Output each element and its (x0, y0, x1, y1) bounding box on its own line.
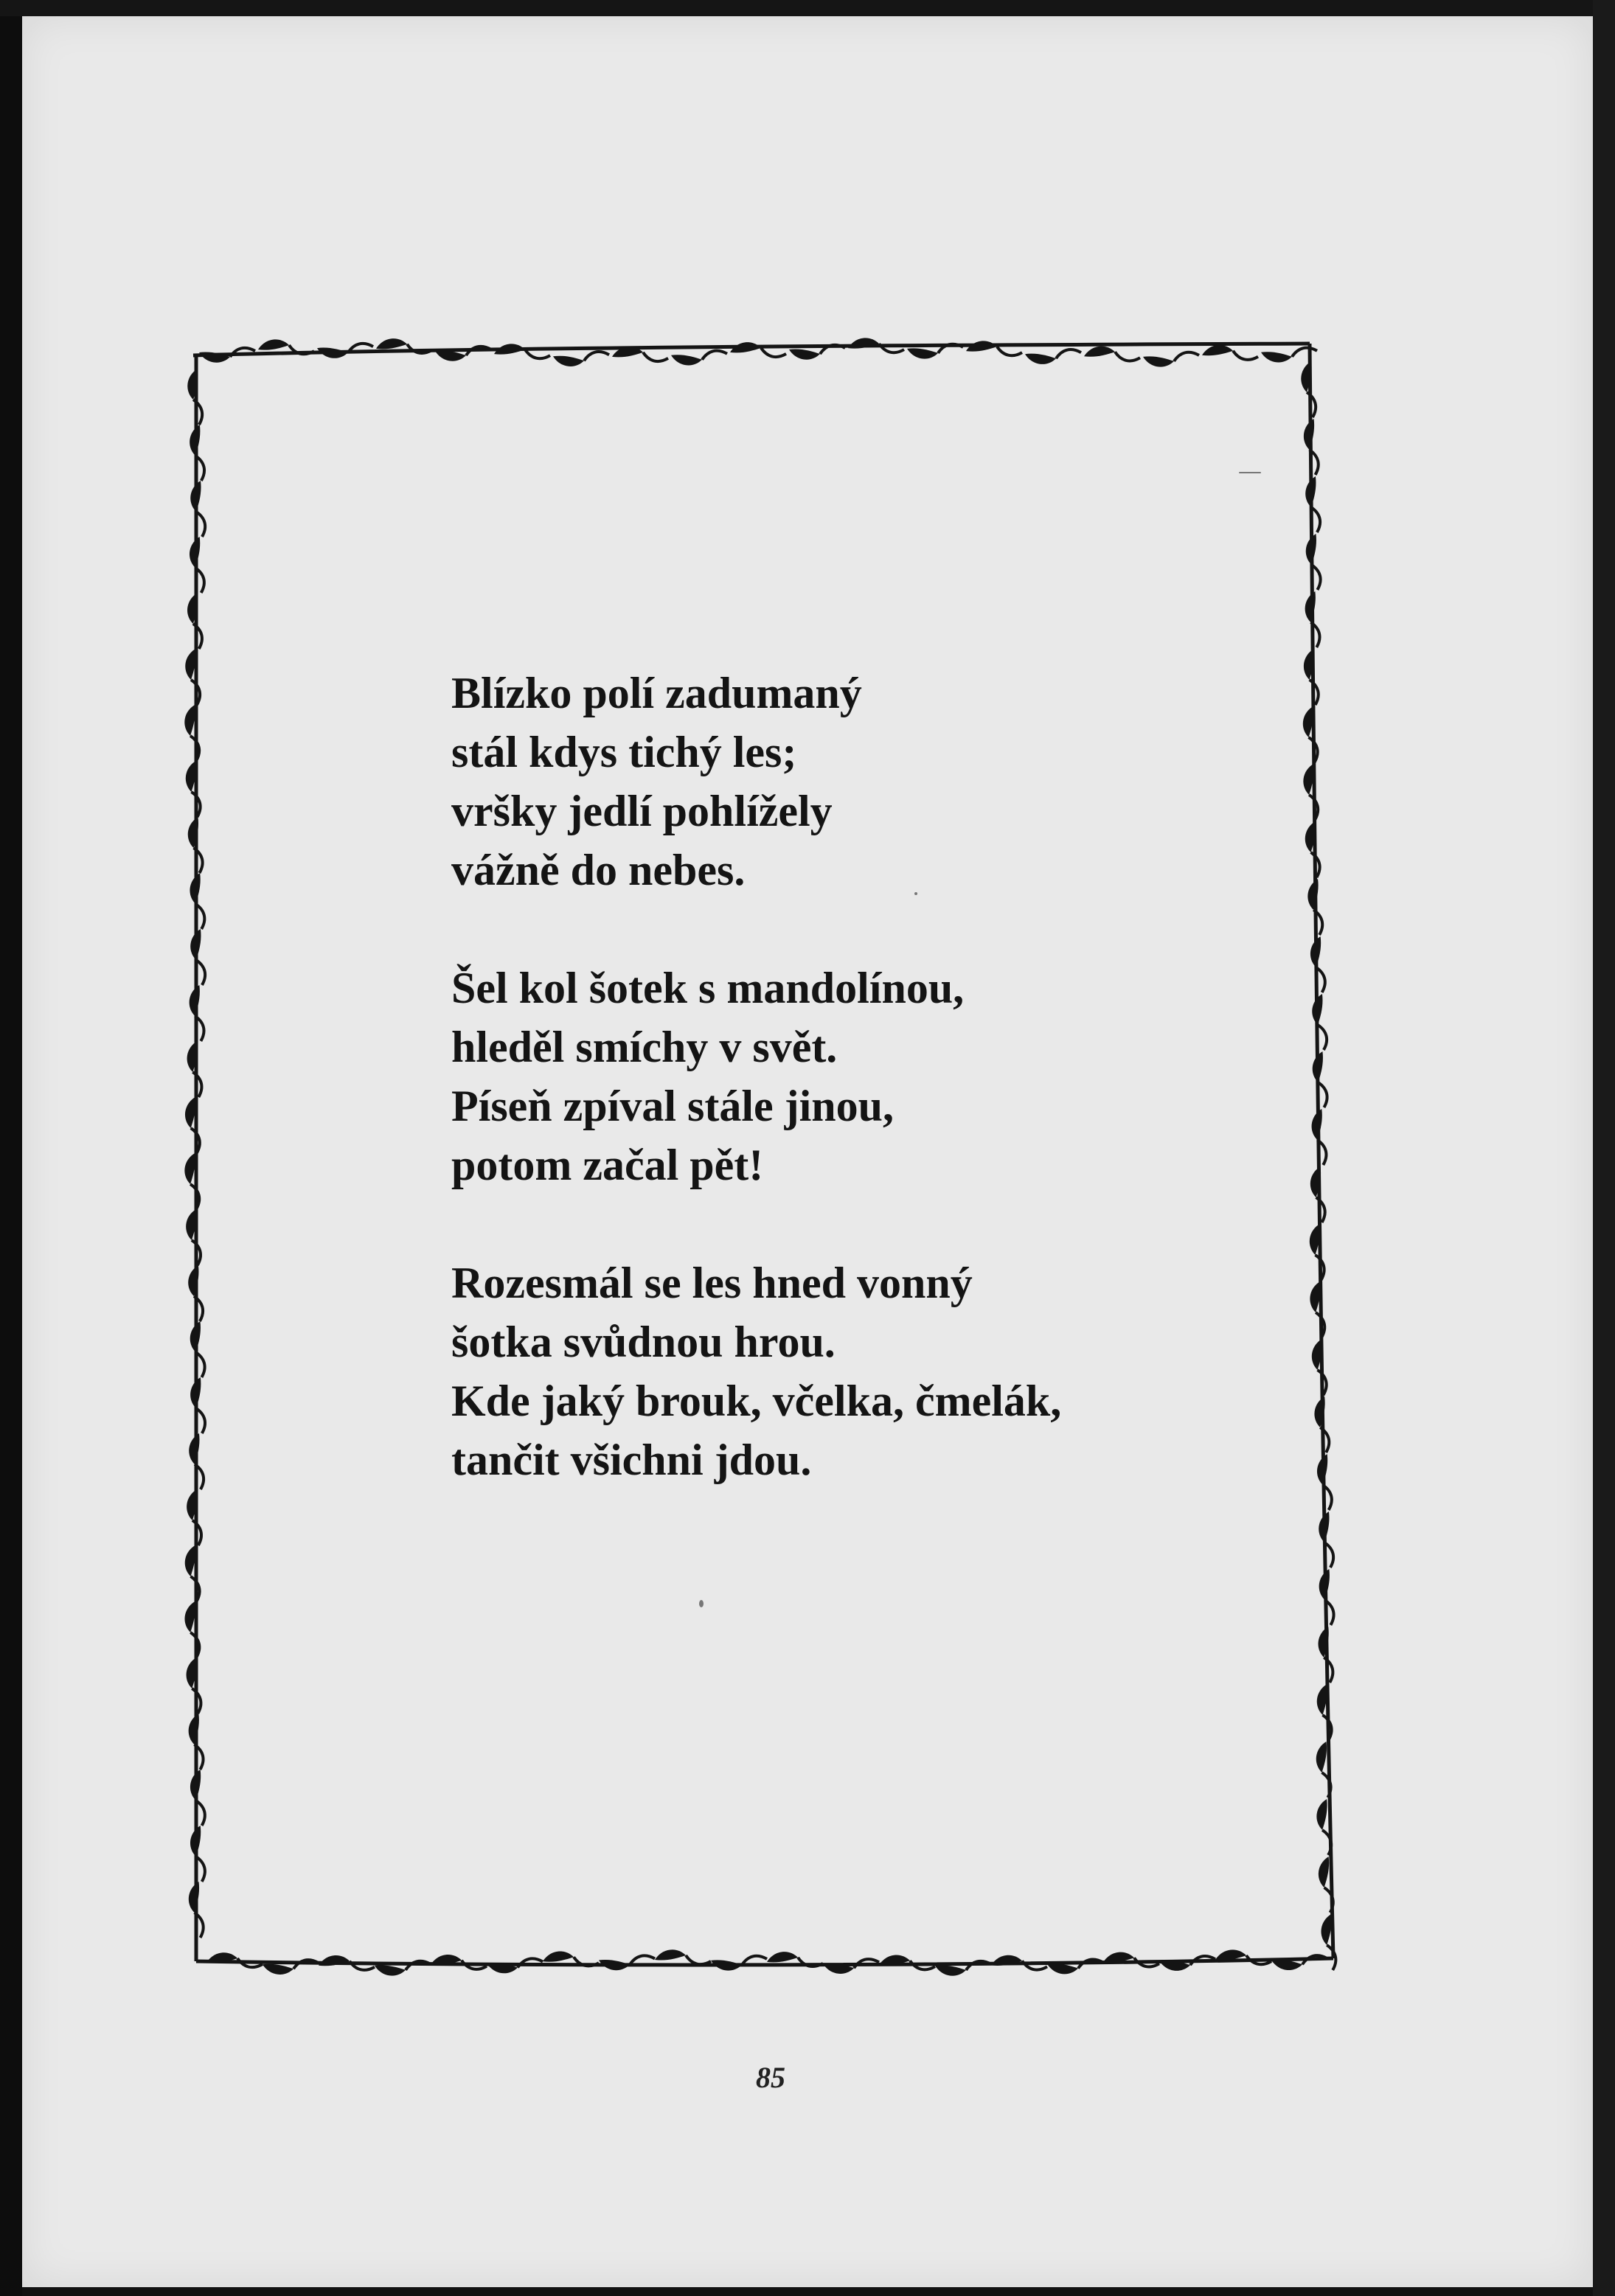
vine-leaf-icon (1305, 821, 1320, 877)
vine-leaf-icon (187, 1489, 201, 1545)
poem-line: Rozesmál se les hned vonný (451, 1259, 973, 1307)
vine-leaf-icon (494, 344, 550, 358)
vine-leaf-icon (879, 1955, 935, 1969)
vine-leaf-icon (730, 342, 786, 357)
vine-leaf-icon (1312, 994, 1327, 1050)
vine-leaf-icon (655, 1949, 711, 1964)
vine-leaf-icon (1025, 349, 1081, 364)
vine-leaf-icon (671, 351, 727, 366)
poem-line: potom začal pět! (451, 1141, 764, 1189)
vine-leaf-icon (431, 1955, 487, 1969)
vine-leaf-icon (1312, 1339, 1327, 1395)
poem-line: Blízko polí zadumaný (451, 669, 862, 717)
vine-leaf-icon (553, 352, 609, 366)
page-number: 85 (756, 2061, 785, 2094)
stanza-2 (451, 959, 1263, 1194)
poem-line: hleděl smíchy v svět. (451, 1023, 838, 1071)
poem-line: Píseň zpíval stále jinou, (451, 1082, 895, 1130)
vine-leaf-icon (186, 761, 201, 817)
poem (451, 664, 1263, 1548)
poem-line: stál kdys tichý les; (451, 728, 797, 776)
print-speck (1239, 472, 1261, 473)
poem-line: tančit všichni jdou. (451, 1436, 812, 1484)
vine-leaf-icon (187, 1657, 201, 1714)
stanza-3 (451, 1253, 1263, 1489)
vine-leaf-icon (1103, 1952, 1159, 1967)
poem-line: vážně do nebes. (451, 846, 746, 894)
print-speck (699, 1600, 704, 1607)
poem-line: vršky jedlí pohlížely (451, 787, 833, 835)
border-right-line (1310, 344, 1333, 1958)
poem-line: Šel kol šotek s mandolínou, (451, 964, 965, 1012)
vine-leaf-icon (186, 1209, 201, 1265)
poem-line: Kde jaký brouk, včelka, čmelák, (451, 1377, 1062, 1425)
stanza-1 (451, 664, 1263, 900)
vine-leaf-icon (599, 1955, 655, 1970)
print-speck (914, 892, 917, 895)
vine-leaf-icon (1143, 352, 1199, 367)
vine-leaf-icon (1084, 347, 1140, 361)
poem-line: šotka svůdnou hrou. (451, 1318, 836, 1366)
border-left-line (195, 355, 197, 1961)
vine-leaf-icon (1159, 1956, 1215, 1971)
vine-leaf-icon (1202, 345, 1258, 360)
